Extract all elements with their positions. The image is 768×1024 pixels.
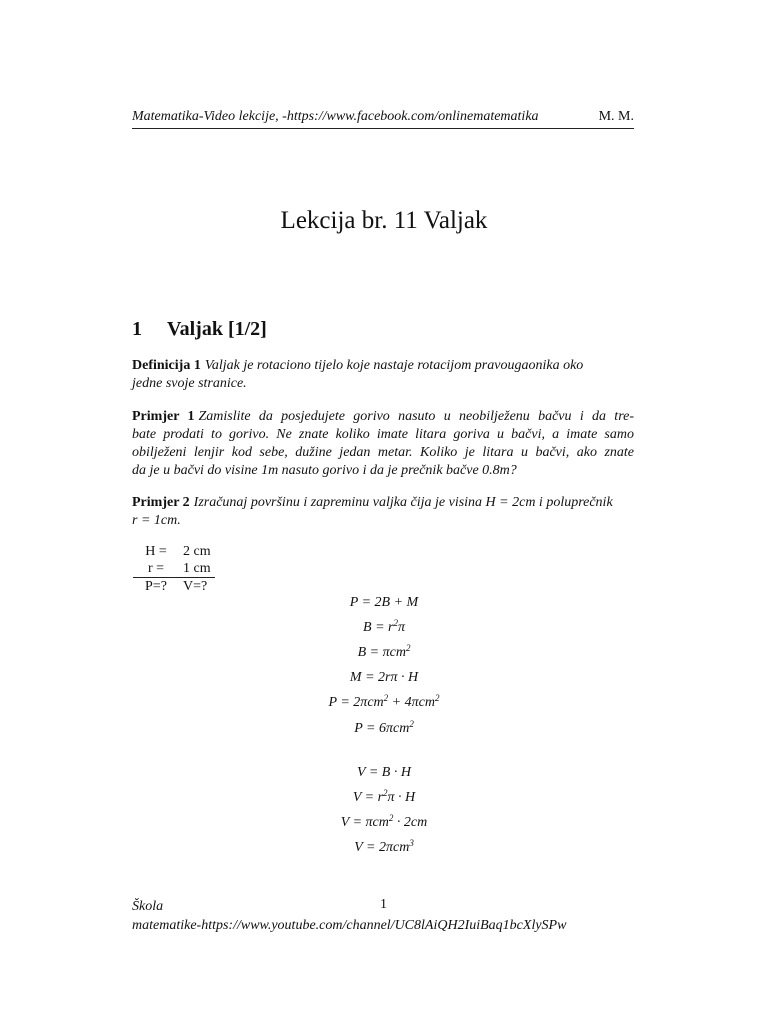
- volume-equation: V = B · H: [357, 765, 411, 780]
- definition-line: Valjak je rotaciono tijelo koje nastaje rotacijom pravougaonika oko: [204, 358, 584, 373]
- surface-equation: $B = r^2\pi$: [363, 618, 405, 635]
- example-1-line: Zamislite da posjedujete gorivo nasuto u neobilježenu bačvu i da tre-: [198, 409, 635, 424]
- header-author-initials: M. M.: [598, 109, 634, 124]
- example-2-label: Primjer 2: [132, 495, 190, 510]
- given-row-radius: [133, 560, 215, 578]
- given-row-height: [133, 543, 215, 560]
- lesson-title: Lekcija br. 11 Valjak: [280, 207, 488, 234]
- given-label: r =: [147, 561, 165, 576]
- example-2-block: [132, 494, 634, 530]
- footer-source: [132, 897, 566, 935]
- surface-equation: P = 2πcm$^2$ + 4πcm$^2$: [328, 693, 440, 710]
- definition-line: jedne svoje stranice.: [132, 376, 247, 391]
- example-1-line: bate prodati to gorivo. Ne znate koliko imate litara goriva u bačvi, a imate samo: [132, 427, 634, 442]
- surface-equation: B = πcm$^2$: [357, 643, 411, 660]
- given-values-table: [133, 543, 215, 595]
- example-1-block: [132, 408, 634, 480]
- footer-line: Škola: [132, 899, 164, 914]
- surface-equation: M = 2rπ · H: [349, 670, 419, 685]
- section-heading: [132, 318, 267, 341]
- unknown-surface: P=?: [133, 578, 177, 596]
- definition-label: Definicija 1: [132, 358, 201, 373]
- volume-equation: V = πcm$^2$ · 2cm: [340, 813, 428, 830]
- unknown-volume: V=?: [177, 578, 215, 596]
- example-2-line: Izračunaj površinu i zapreminu valjka čija je visina H = 2cm i poluprečnik: [193, 495, 613, 510]
- surface-equation: P = 6πcm$^2$: [354, 719, 414, 736]
- given-label: H =: [145, 544, 167, 559]
- definition-block: [132, 357, 634, 393]
- example-2-line: r = 1cm.: [132, 513, 181, 528]
- unknowns-row: [133, 578, 215, 596]
- volume-equation: V = 2πcm$^3$: [354, 838, 414, 855]
- header-source-text: Matematika-Video lekcije, -https://www.facebook.com/onlinematematika: [132, 109, 539, 124]
- page-number: 1: [380, 897, 387, 912]
- volume-equation: $V = r^2\pi \cdot H$: [352, 788, 416, 805]
- section-title: Valjak [1/2]: [167, 318, 267, 340]
- surface-equation: P = 2B + M: [349, 595, 419, 610]
- section-number: 1: [132, 318, 142, 340]
- example-1-label: Primjer 1: [132, 409, 195, 424]
- page-header: [132, 109, 634, 125]
- footer-line: matematike-https://www.youtube.com/channel/UC8lAiQH2IuiBaq1bcXlySPw: [132, 918, 567, 933]
- example-1-line: da je u bačvi do visine 1m nasuto gorivo i da je prečnik bačve 0.8m?: [132, 463, 517, 478]
- given-value: 2 cm: [183, 544, 211, 559]
- given-value: 1 cm: [183, 561, 211, 576]
- header-rule: [132, 128, 634, 129]
- example-1-line: obilježeni lenjir kod sebe, dužine jedan metar. Koliko je litara u bačvi, ako znate: [132, 445, 634, 460]
